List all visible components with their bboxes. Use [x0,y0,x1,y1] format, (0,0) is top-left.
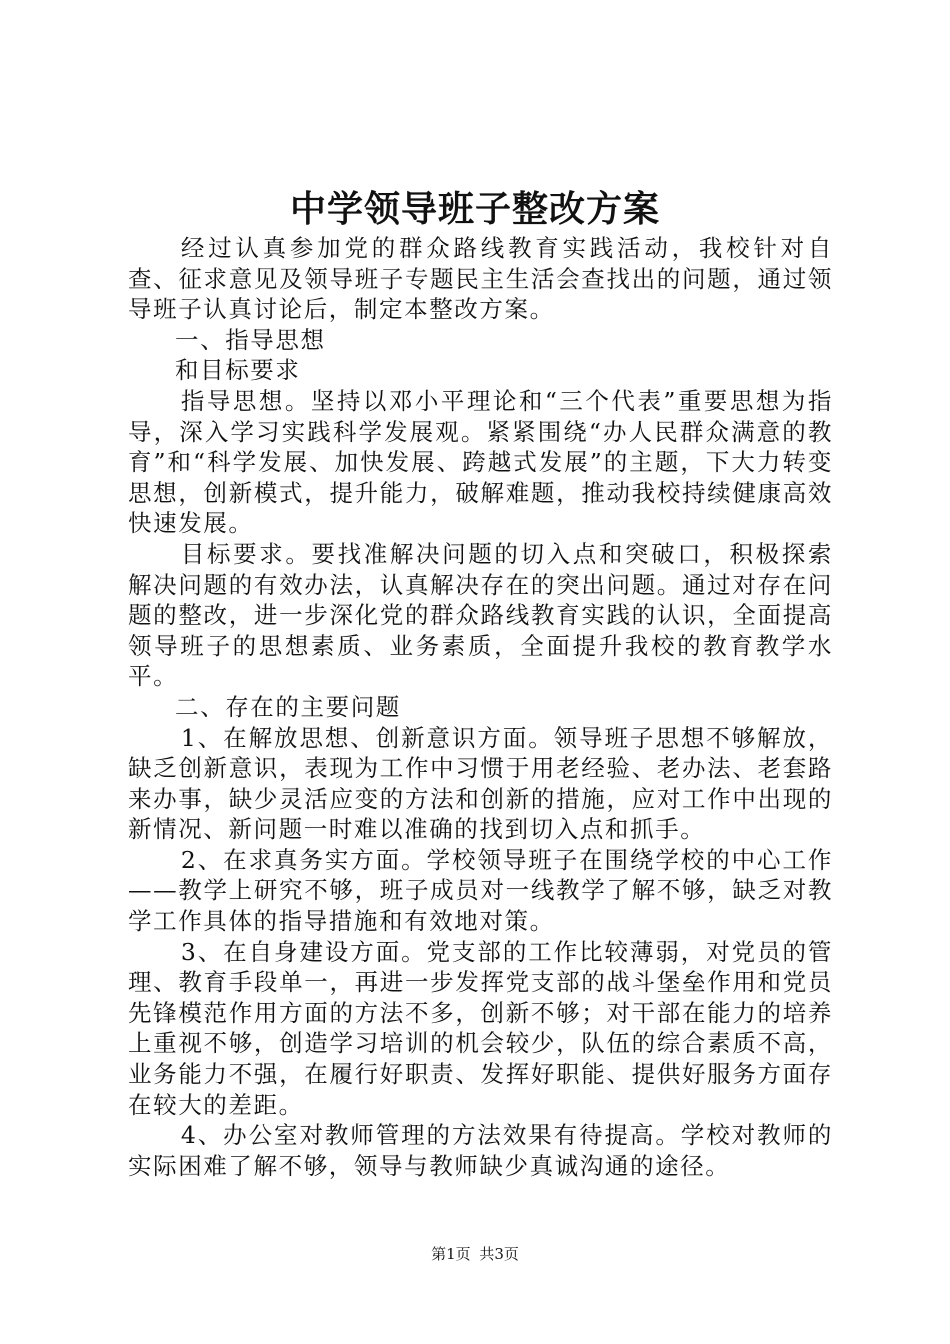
paragraph-problem-2: 2、在求真务实方面。学校领导班子在围绕学校的中心工作——教学上研究不够，班子成员对一线教学了解不够，缺乏对教学工作具体的指导措施和有效地对策。 [128,845,833,936]
paragraph-intro: 经过认真参加党的群众路线教育实践活动，我校针对自查、征求意见及领导班子专题民主生活会查找出的问题，通过领导班子认真讨论后，制定本整改方案。 [128,234,833,324]
document-body [128,233,833,1181]
section-heading-2: 二、存在的主要问题 [175,692,401,721]
paragraph-problem-4: 4、办公室对教师管理的方法效果有待提高。学校对教师的实际困难了解不够，领导与教师缺少真诚沟通的途径。 [128,1121,833,1180]
section-heading-1-cont: 和目标要求 [175,356,301,385]
paragraph-goals: 目标要求。要找准解决问题的切入点和突破口，积极探索解决问题的有效办法，认真解决存在的突出问题。通过对存在问题的整改，进一步深化党的群众路线教育实践的认识，全面提高领导班子的思想素质、业务素质，全面提升我校的教育教学水平。 [128,539,833,691]
paragraph-problem-3: 3、在自身建设方面。党支部的工作比较薄弱，对党员的管理、教育手段单一，再进一步发挥党支部的战斗堡垒作用和党员先锋模范作用方面的方法不多，创新不够；对干部在能力的培养上重视不够，创造学习培训的机会较少，队伍的综合素质不高，业务能力不强，在履行好职责、发挥好职能、提供好服务方面存在较大的差距。 [128,937,833,1119]
section-heading-1: 一、指导思想 [175,325,326,354]
page-footer [0,1244,950,1264]
page-total: 共3页 [479,1245,519,1263]
page-number: 第1页 [431,1245,471,1263]
document-title: 中学领导班子整改方案 [289,188,660,230]
paragraph-guiding-ideology: 指导思想。坚持以邓小平理论和“三个代表”重要思想为指导，深入学习实践科学发展观。紧紧围绕“办人民群众满意的教育”和“科学发展、加快发展、跨越式发展”的主题，下大力转变思想，创新模式，提升能力，破解难题，推动我校持续健康高效快速发展。 [128,386,833,538]
paragraph-problem-1: 1、在解放思想、创新意识方面。领导班子思想不够解放，缺乏创新意识，表现为工作中习惯于用老经验、老办法、老套路来办事，缺少灵活应变的方法和创新的措施，应对工作中出现的新情况、新问题一时难以准确的找到切入点和抓手。 [128,723,833,844]
